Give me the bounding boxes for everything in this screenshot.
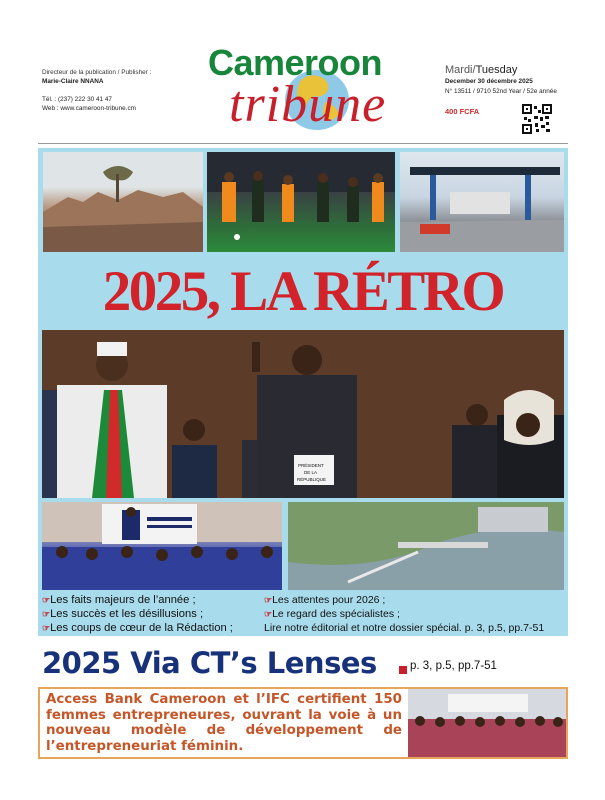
- lenses-banner: [40, 646, 568, 684]
- dam-aerial-photo: [288, 502, 564, 590]
- red-hand-icon: ☞: [264, 609, 273, 619]
- publisher-label: Directeur de la publication / Publisher :: [42, 69, 152, 76]
- issue-number: N° 13511 / 9710 52nd Year / 52e année: [445, 88, 557, 95]
- qr-code-icon[interactable]: [522, 104, 552, 134]
- highlights-list-right: [264, 593, 564, 635]
- masthead: [0, 0, 605, 146]
- cameroon-tribune-logo: [205, 42, 400, 138]
- issue-date: December 30 décembre 2025: [445, 78, 533, 85]
- destroyed-station-photo: [400, 152, 564, 252]
- red-hand-icon: ☞: [42, 623, 51, 633]
- president-swearing-in-photo: [42, 330, 564, 498]
- phone-number: Tél. : (237) 222 30 41 47: [42, 96, 112, 103]
- publisher-info: [42, 68, 151, 113]
- issue-day: Mardi/Tuesday: [445, 64, 518, 76]
- red-square-icon: [399, 666, 407, 674]
- highlights-list-left: [42, 593, 262, 635]
- list-item: ☞Les succès et les désillusions ;: [42, 608, 204, 620]
- list-item: ☞Les attentes pour 2026 ;: [264, 594, 386, 606]
- dossier-reference: Lire notre éditorial et notre dossier spécial. p. 3, p.5, pp.7-51: [264, 622, 545, 634]
- women-entrepreneurs-photo: [408, 689, 566, 757]
- football-match-photo: [207, 152, 395, 252]
- list-item: ☞Le regard des spécialistes ;: [264, 608, 400, 620]
- logo-word-tribune: tribune: [229, 76, 387, 133]
- red-hand-icon: ☞: [42, 609, 51, 619]
- logo-word-cameroon: Cameroon: [208, 42, 383, 83]
- website[interactable]: Web : www.cameroon-tribune.cm: [42, 105, 136, 112]
- ruins-photo: [43, 152, 203, 252]
- lenses-page-ref: p. 3, p.5, pp.7-51: [410, 660, 497, 672]
- podium-sign-text: PRÉSIDENT: [298, 463, 324, 468]
- issue-price: 400 FCFA: [445, 107, 480, 116]
- publisher-name: Marie-Claire NNANA: [42, 78, 104, 85]
- main-headline: 2025, LA RÉTRO: [102, 260, 504, 323]
- list-item: ☞Les coups de cœur de la Rédaction ;: [42, 622, 233, 634]
- access-bank-text: Access Bank Cameroon et l’IFC certifient 150 femmes entrepreneures, ouvrant la voie à un nouveau modèle de développement de l’entrepreneuriat féminin.: [46, 692, 402, 754]
- masthead-divider: [38, 143, 568, 144]
- lenses-title: 2025 Via CT’s Lenses: [42, 646, 377, 680]
- crowd-celebration-photo: [42, 502, 282, 590]
- svg-text:RÉPUBLIQUE: RÉPUBLIQUE: [297, 477, 327, 482]
- list-item: ☞Les faits majeurs de l’année ;: [42, 594, 196, 606]
- svg-text:DE LA: DE LA: [304, 470, 318, 475]
- red-hand-icon: ☞: [264, 595, 273, 605]
- red-hand-icon: ☞: [42, 595, 51, 605]
